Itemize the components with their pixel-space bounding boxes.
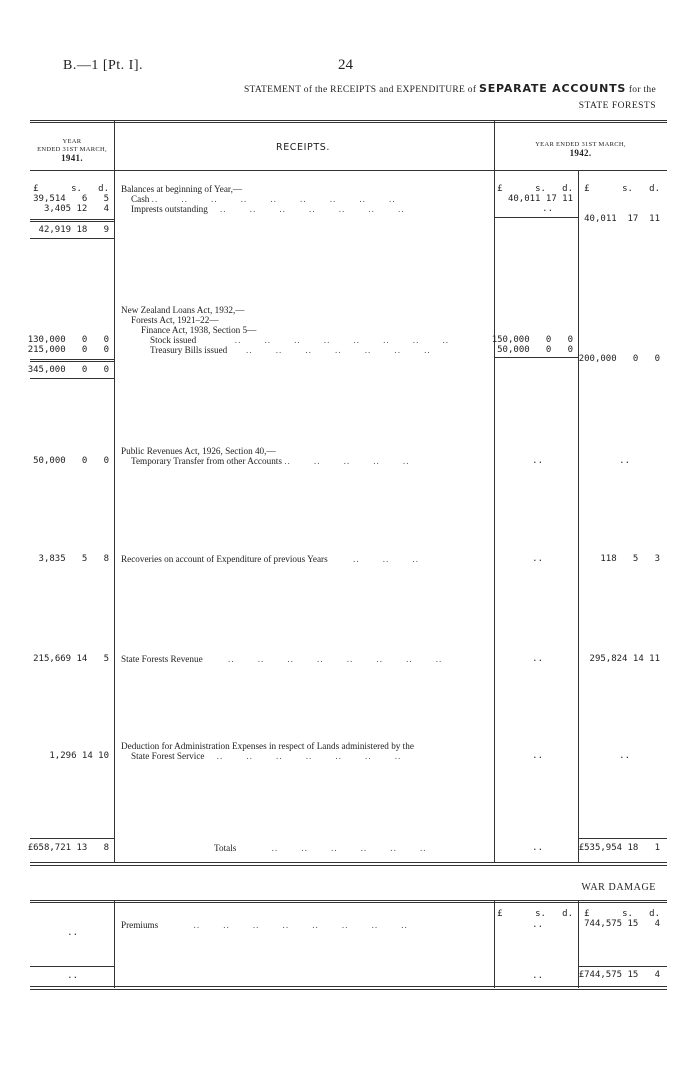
treasury-bills-label: Treasury Bills issued .. .. .. .. .. .. .. (150, 345, 431, 355)
title-suffix: for the (628, 85, 656, 95)
prev-deduction: 1,296 14 10 (49, 751, 109, 761)
column-header-receipts: RECEIPTS. (276, 142, 331, 153)
cur-public-revenues-detail: .. (532, 456, 543, 466)
prev-treasury-bills: 215,000 0 0 (27, 345, 109, 355)
currency-header-1942-detail: £ s. d. (497, 184, 573, 194)
balances-label: Balances at beginning of Year,— (121, 184, 243, 194)
prev-recoveries: 3,835 5 8 (38, 554, 109, 564)
cur-totals-detail: .. (532, 843, 543, 853)
prev-stock-issued: 130,000 0 0 (27, 335, 109, 345)
cur-loans-total: 200,000 0 0 (578, 354, 660, 364)
totals-label: Totals .. .. .. .. .. .. (214, 843, 427, 853)
title-emphasis: SEPARATE ACCOUNTS (478, 82, 627, 95)
cash-label: Cash .. .. .. .. .. .. .. .. .. (131, 194, 396, 204)
column-header-1941: YEAR ENDED 31ST MARCH, 1941. (37, 138, 107, 163)
cur-recoveries-detail: .. (532, 554, 543, 564)
prev-state-forests-revenue: 215,669 14 5 (33, 654, 109, 664)
imprests-label: Imprests outstanding .. .. .. .. .. .. .. (131, 204, 405, 214)
prev-imprests: 3,405 12 4 (43, 204, 109, 214)
cur-deduction-detail: .. (532, 751, 543, 761)
cur-deduction-total: .. (619, 751, 630, 761)
loans-label-3: Finance Act, 1938, Section 5— (141, 325, 257, 335)
war-cur-premiums-total: 744,575 15 4 (584, 919, 660, 929)
prev-loans-total: 345,000 0 0 (27, 365, 109, 375)
cur-imprests: .. (542, 204, 553, 214)
public-revenues-label-2: Temporary Transfer from other Accounts .. .. .. .. .. (131, 456, 410, 466)
loans-label-1: New Zealand Loans Act, 1932,— (121, 305, 245, 315)
recoveries-label: Recoveries on account of Expenditure of previous Years .. .. .. (121, 554, 419, 564)
war-total-detail: .. (532, 971, 543, 981)
document-reference: B.—1 [Pt. I]. (63, 58, 143, 73)
cur-revenue-detail: .. (532, 654, 543, 664)
prev-balances-total: 42,919 18 9 (38, 225, 109, 235)
cur-stock-issued: 150,000 0 0 (491, 335, 573, 345)
premiums-label: Premiums .. .. .. .. .. .. .. .. (121, 920, 408, 930)
cur-cash: 40,011 17 11 (507, 194, 573, 204)
prev-public-revenues: 50,000 0 0 (33, 456, 109, 466)
public-revenues-label-1: Public Revenues Act, 1926, Section 40,— (121, 446, 276, 456)
war-prev-premiums: .. (67, 928, 78, 938)
currency-header-1941: £ s. d. (33, 184, 109, 194)
cur-balances-total: 40,011 17 11 (584, 214, 660, 224)
war-currency-header-total: £ s. d. (584, 909, 660, 919)
statement-title (244, 82, 656, 95)
prev-cash: 39,514 6 5 (33, 194, 109, 204)
war-cur-premiums-detail: .. (532, 920, 543, 930)
column-header-1942: YEAR ENDED 31ST MARCH, 1942. (535, 141, 626, 158)
war-prev-total: .. (67, 971, 78, 981)
cur-treasury-bills: 50,000 0 0 (497, 345, 573, 355)
statement-subtitle: STATE FORESTS (578, 101, 656, 111)
cur-grand-total: £535,954 18 1 (578, 843, 660, 853)
title-prefix: STATEMENT of the RECEIPTS and EXPENDITURE of (243, 85, 477, 95)
currency-header-1942-total: £ s. d. (584, 184, 660, 194)
war-cur-total: £744,575 15 4 (578, 970, 660, 980)
cur-public-revenues-total: .. (619, 456, 630, 466)
stock-issued-label: Stock issued .. .. .. .. .. .. .. .. (150, 335, 450, 345)
cur-recoveries-total: 118 5 3 (600, 554, 660, 564)
war-damage-title: WAR DAMAGE (581, 882, 656, 893)
deduction-label-2: State Forest Service .. .. .. .. .. .. .. (131, 751, 402, 761)
page-number: 24 (338, 57, 353, 73)
prev-grand-total: £658,721 13 8 (27, 843, 109, 853)
state-forests-revenue-label: State Forests Revenue .. .. .. .. .. .. .. .. (121, 654, 443, 664)
deduction-label-1: Deduction for Administration Expenses in respect of Lands administered by the (121, 741, 414, 751)
loans-label-2: Forests Act, 1921–22— (131, 315, 219, 325)
cur-state-forests-revenue: 295,824 14 11 (589, 654, 660, 664)
war-currency-header-detail: £ s. d. (497, 909, 573, 919)
